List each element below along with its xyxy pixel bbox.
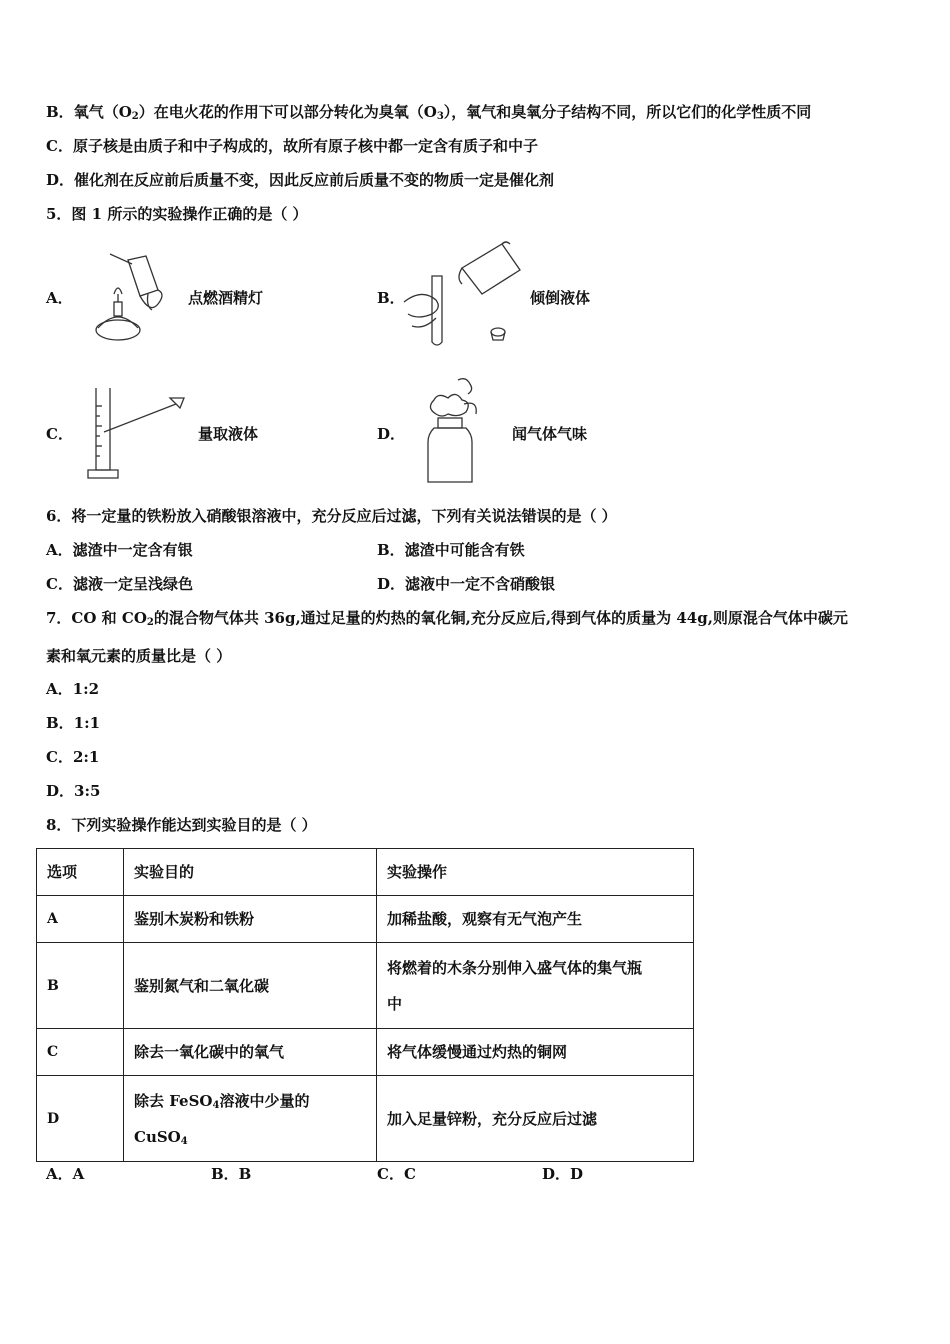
row-option: C — [37, 1029, 124, 1076]
row-goal: 除去一氧化碳中的氧气 — [124, 1029, 377, 1076]
q5-option-b-label: B． — [377, 289, 405, 307]
row-operation: 将气体缓慢通过灼热的铜网 — [377, 1029, 694, 1076]
q5-option-a-caption: 点燃酒精灯 — [188, 289, 264, 307]
graduated-cylinder-icon — [84, 386, 194, 482]
q7-stem: 7．CO 和 $CO_2$的混合物气体共 36g,通过足量的灼热的氧化铜,充分反应后,得到气体的质量为 44g,则原混合气体中碳元 — [46, 609, 848, 628]
q7-stem-line2: 素和氧元素的质量比是（ ） — [46, 647, 232, 665]
q8-answer-b: B．B — [211, 1165, 252, 1183]
row-operation — [377, 943, 694, 1029]
row-option: A — [37, 896, 124, 943]
q8-answer-a: A．A — [46, 1165, 85, 1183]
q8-answer-c: C．C — [377, 1165, 416, 1183]
header-option: 选项 — [37, 849, 124, 896]
row-operation: 加入足量锌粉，充分反应后过滤 — [377, 1076, 694, 1162]
table-row — [37, 943, 694, 1029]
table-row — [37, 896, 694, 943]
q6-option-b: B．滤渣中可能含有铁 — [377, 541, 525, 559]
row-option: B — [37, 943, 124, 1029]
q6-option-a: A．滤渣中一定含有银 — [46, 541, 193, 559]
q5-option-d-label: D． — [377, 425, 406, 443]
q6-option-d: D．滤液中一定不含硝酸银 — [377, 575, 556, 593]
q5-option-d-caption: 闻气体气味 — [512, 425, 588, 443]
pour-liquid-icon — [402, 238, 532, 350]
row-goal: 鉴别木炭粉和铁粉 — [124, 896, 377, 943]
q6-option-c: C．滤液一定呈浅绿色 — [46, 575, 193, 593]
alcohol-lamp-icon — [88, 250, 178, 346]
q5-option-b-caption: 倾倒液体 — [530, 289, 591, 307]
q8-stem: 8．下列实验操作能达到实验目的是（ ） — [46, 816, 317, 834]
q7-option-c: C．2:1 — [46, 748, 100, 766]
q5-option-a-label: A． — [46, 289, 73, 307]
table-row — [37, 1076, 694, 1162]
q4-option-b: B．氧气$(O_2)$在电火花的作用下可以部分转化为臭氧$(O_3)$，氧气和臭氧分子结构不同，所以它们的化学性质不同 — [46, 103, 812, 122]
q7-option-a: A．1:2 — [46, 680, 100, 698]
q8-answer-d: D．D — [542, 1165, 584, 1183]
table-header-row — [37, 849, 694, 896]
row-goal — [124, 1076, 377, 1162]
row-goal: 鉴别氮气和二氧化碳 — [124, 943, 377, 1029]
row-goal-line1: 除去 FeSO$_4$溶液中少量的 — [134, 1091, 310, 1111]
q7-option-b: B．1:1 — [46, 714, 101, 732]
q5-option-c-caption: 量取液体 — [198, 425, 259, 443]
q5-option-c-label: C． — [46, 425, 73, 443]
q4-option-d: D．催化剂在反应前后质量不变，因此反应前后质量不变的物质一定是催化剂 — [46, 171, 555, 189]
q6-stem: 6．将一定量的铁粉放入硝酸银溶液中，充分反应后过滤，下列有关说法错误的是（ ） — [46, 507, 617, 525]
row-operation-line1: 将燃着的木条分别伸入盛气体的集气瓶 — [387, 958, 643, 977]
smell-gas-icon — [418, 374, 488, 486]
table-row — [37, 1029, 694, 1076]
header-goal: 实验目的 — [124, 849, 377, 896]
q7-option-d: D．3:5 — [46, 782, 101, 800]
row-goal-line2: CuSO$_4$ — [134, 1127, 188, 1147]
row-option: D — [37, 1076, 124, 1162]
row-operation: 加稀盐酸，观察有无气泡产生 — [377, 896, 694, 943]
row-operation-line2: 中 — [387, 994, 403, 1013]
q8-table — [36, 848, 694, 1162]
header-operation: 实验操作 — [377, 849, 694, 896]
q5-stem: 5．图 1 所示的实验操作正确的是（ ） — [46, 205, 308, 223]
q4-option-c: C．原子核是由质子和中子构成的，故所有原子核中都一定含有质子和中子 — [46, 137, 538, 155]
